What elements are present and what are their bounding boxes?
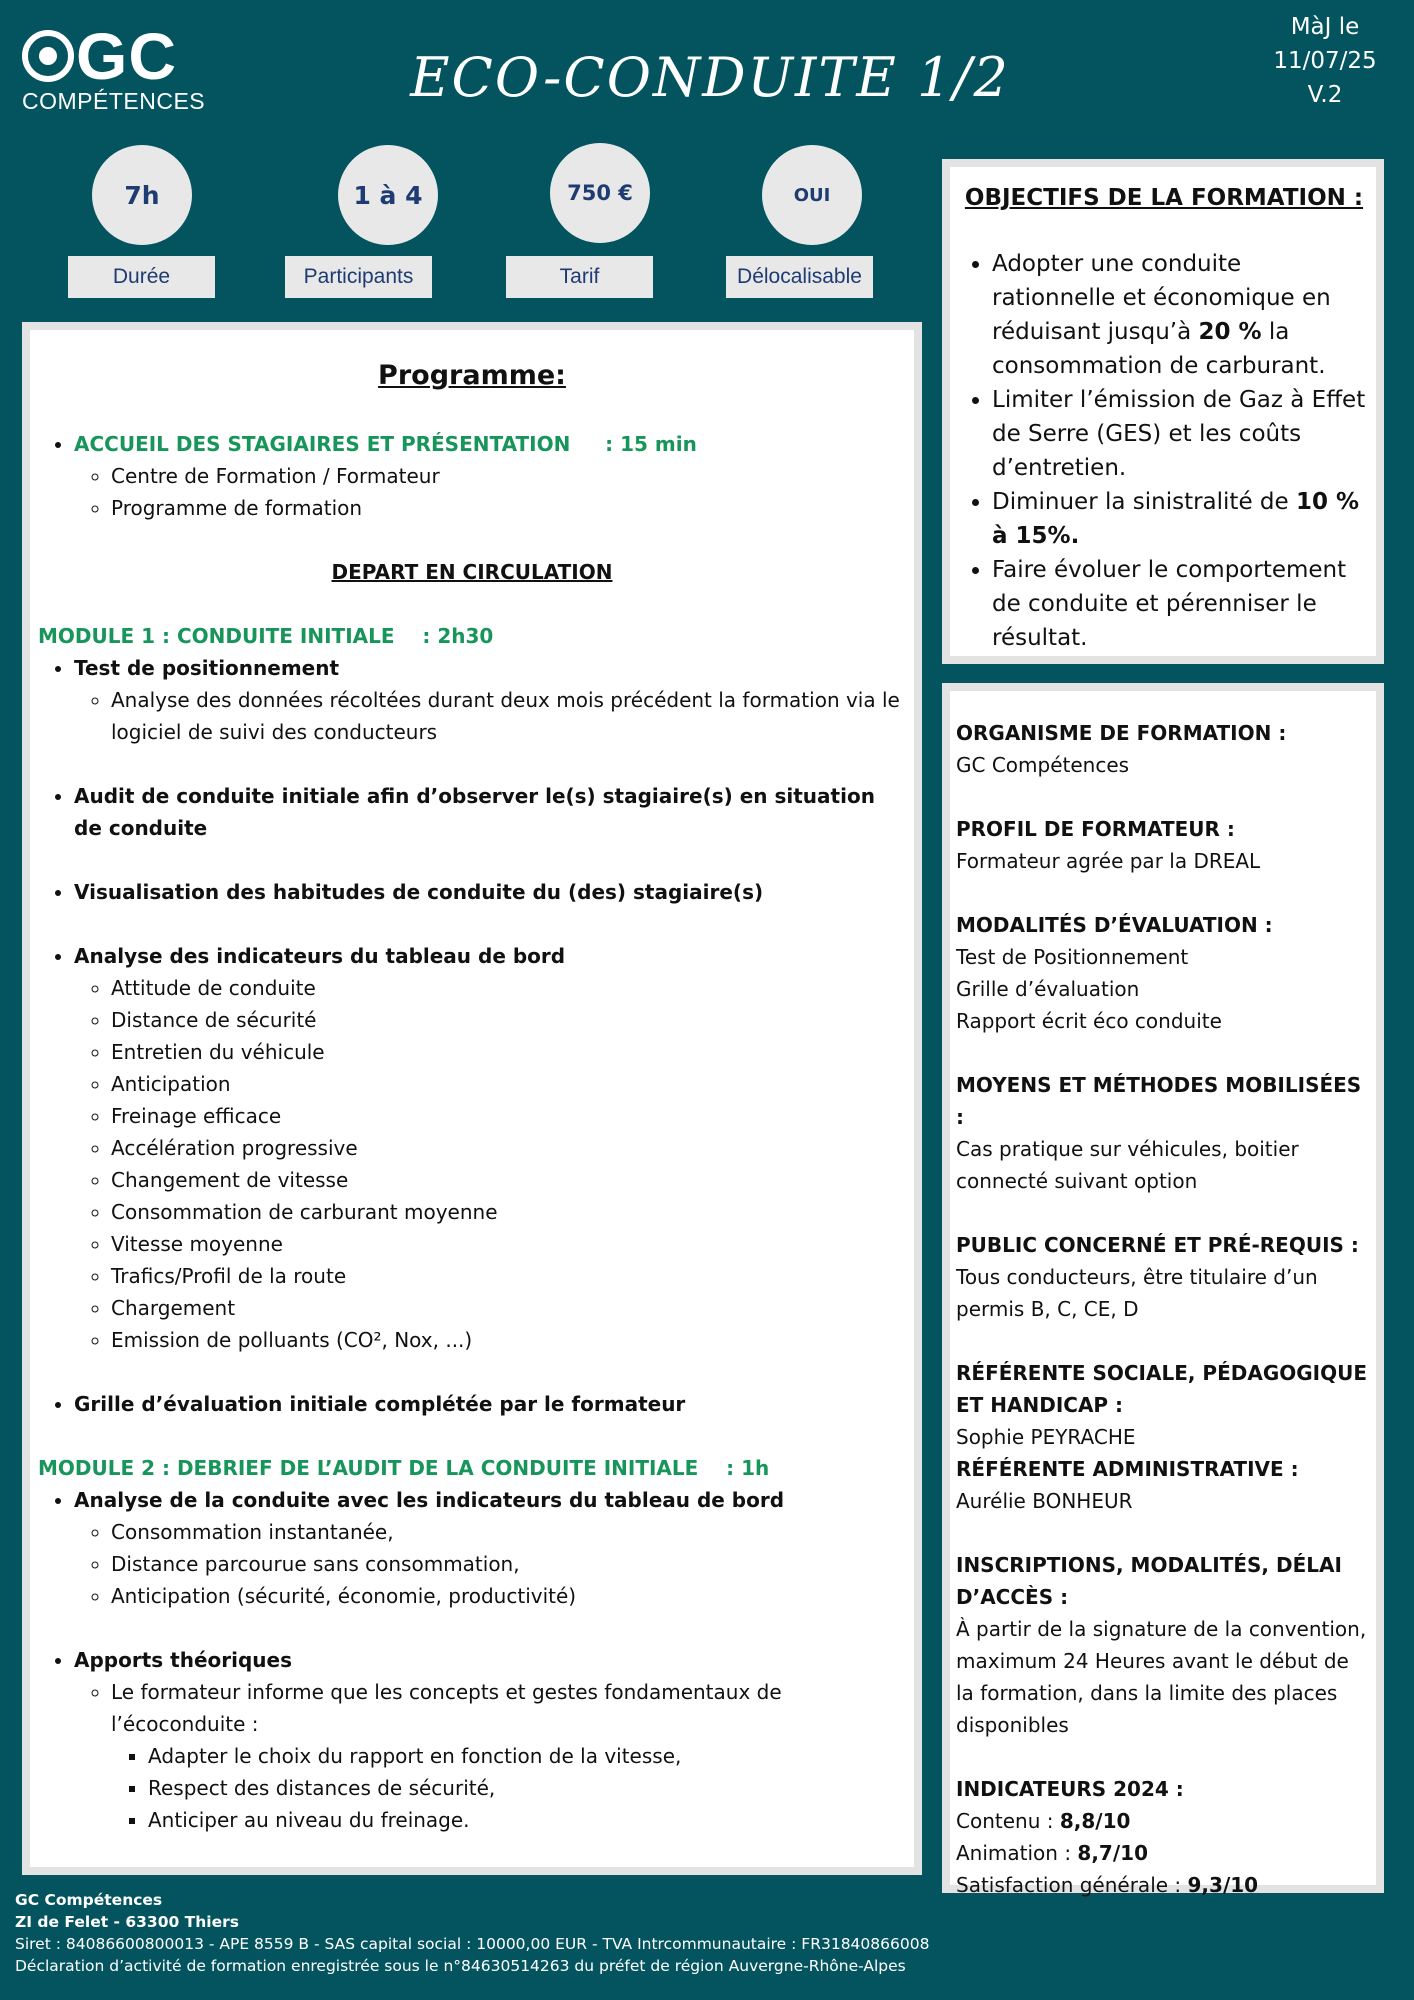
indicateur-label: Animation : <box>956 1841 1078 1865</box>
objective-text: Diminuer la sinistralité de <box>992 489 1296 515</box>
objectives-title: OBJECTIFS DE LA FORMATION : <box>964 185 1364 211</box>
ref-admin-heading: RÉFÉRENTE ADMINISTRATIVE : <box>956 1457 1299 1481</box>
module1-audit: • Audit de conduite initiale afin d’observer le(s) stagiaire(s) en situation de conduite <box>74 780 906 844</box>
stat-mobile-value: OUI <box>762 145 862 245</box>
public-block <box>956 1229 1368 1325</box>
modalite-item: Test de Positionnement <box>956 945 1189 969</box>
stat-participants-label: Participants <box>285 256 432 298</box>
ref-sociale-value: Sophie PEYRACHE <box>956 1425 1136 1449</box>
accueil-section <box>38 428 906 524</box>
indicateurs-heading: INDICATEURS 2024 : <box>956 1777 1184 1801</box>
update-label: MàJ le <box>1290 14 1360 40</box>
footer-address: ZI de Felet - 63300 Thiers <box>15 1913 239 1931</box>
profil-value: Formateur agrée par la DREAL <box>956 849 1261 873</box>
logo-text: GC <box>76 19 177 93</box>
module1-analyse <box>74 940 906 1356</box>
update-info <box>1260 10 1390 112</box>
list-item: ◦ Trafics/Profil de la route <box>111 1260 906 1292</box>
objective-highlight: 10 % à 15%. <box>992 489 1360 549</box>
organisme-value: GC Compétences <box>956 753 1130 777</box>
inscriptions-block <box>956 1549 1368 1741</box>
profil-heading: PROFIL DE FORMATEUR : <box>956 817 1235 841</box>
module1-test <box>74 652 906 748</box>
list-item: ◦ Consommation instantanée, <box>111 1516 906 1548</box>
module1-grille: • Grille d’évaluation initiale complétée par le formateur <box>74 1388 906 1420</box>
indicateur-row <box>956 1869 1368 1901</box>
footer-declaration: Déclaration d’activité de formation enregistrée sous le n°84630514263 du préfet de région Auvergne-Rhône-Alpes <box>15 1957 906 1975</box>
indicateur-row <box>956 1805 1368 1837</box>
indicateur-value: 9,3/10 <box>1187 1873 1259 1897</box>
list-item: ▪ Adapter le choix du rapport en fonction de la vitesse, <box>148 1740 906 1772</box>
analyse-label: Analyse des indicateurs du tableau de bord <box>74 944 566 968</box>
apports-label: Apports théoriques <box>74 1648 292 1672</box>
inscriptions-value: À partir de la signature de la convention, maximum 24 Heures avant le début de la formation, dans la limite des places disponibles <box>956 1617 1367 1737</box>
module2-title: MODULE 2 : DEBRIEF DE L’AUDIT DE LA CONDUITE INITIALE <box>38 1456 699 1480</box>
footer-legal: Siret : 84086600800013 - APE 8559 B - SAS capital social : 10000,00 EUR - TVA Intrcommunautaire : FR31840866008 <box>15 1935 930 1953</box>
list-item: ◦ Distance de sécurité <box>111 1004 906 1036</box>
list-item: ◦ Accélération progressive <box>111 1132 906 1164</box>
modalite-item: Grille d’évaluation <box>956 977 1140 1001</box>
footer <box>15 1889 929 1977</box>
module2-analyse <box>74 1484 906 1612</box>
list-item: ◦ Anticipation (sécurité, économie, productivité) <box>111 1580 906 1612</box>
accueil-heading: ACCUEIL DES STAGIAIRES ET PRÉSENTATION <box>74 432 571 456</box>
test-label: Test de positionnement <box>74 656 340 680</box>
objective-item <box>992 485 1366 553</box>
programme-title: Programme: <box>378 360 566 391</box>
apports-detail <box>111 1676 906 1836</box>
version: V.2 <box>1307 82 1343 108</box>
moyens-block <box>956 1069 1368 1197</box>
info-panel <box>942 683 1384 1897</box>
objective-text: la consommation de carburant. <box>992 319 1326 379</box>
list-item: ▪ Respect des distances de sécurité, <box>148 1772 906 1804</box>
objective-item: • Faire évoluer le comportement de conduite et pérenniser le résultat. <box>992 553 1366 655</box>
stat-mobile-label: Délocalisable <box>726 256 873 298</box>
apports-detail-text: Le formateur informe que les concepts et gestes fondamentaux de l’écoconduite : <box>111 1680 782 1736</box>
objectives-panel <box>942 159 1384 664</box>
list-item: ◦ Vitesse moyenne <box>111 1228 906 1260</box>
list-item: ◦ Freinage efficace <box>111 1100 906 1132</box>
list-item: ◦ Emission de polluants (CO², Nox, ...) <box>111 1324 906 1356</box>
module2-heading <box>38 1452 906 1484</box>
page-title: ECO-CONDUITE 1/2 <box>410 46 1010 109</box>
accueil-duration: : 15 min <box>605 432 697 456</box>
module1-heading <box>38 620 906 652</box>
list-item: ◦ Centre de Formation / Formateur <box>111 460 906 492</box>
objective-item: • Limiter l’émission de Gaz à Effet de Serre (GES) et les coûts d’entretien. <box>992 383 1366 485</box>
modalites-heading: MODALITÉS D’ÉVALUATION : <box>956 913 1273 937</box>
organisme-block <box>956 717 1368 781</box>
indicateur-label: Contenu : <box>956 1809 1060 1833</box>
modalites-block <box>956 909 1368 1037</box>
moyens-value: Cas pratique sur véhicules, boitier connecté suivant option <box>956 1137 1299 1193</box>
indicateurs-block <box>956 1773 1368 1901</box>
list-item: ▪ Anticiper au niveau du freinage. <box>148 1804 906 1836</box>
list-item: ◦ Changement de vitesse <box>111 1164 906 1196</box>
module1-title: MODULE 1 : CONDUITE INITIALE <box>38 624 395 648</box>
profil-block <box>956 813 1368 877</box>
list-item: ◦ Programme de formation <box>111 492 906 524</box>
public-heading: PUBLIC CONCERNÉ ET PRÉ-REQUIS : <box>956 1233 1359 1257</box>
accueil-item <box>74 428 906 524</box>
indicateur-row <box>956 1837 1368 1869</box>
indicateur-value: 8,8/10 <box>1059 1809 1131 1833</box>
logo <box>22 19 207 122</box>
list-item: ◦ Anticipation <box>111 1068 906 1100</box>
update-date: 11/07/25 <box>1273 48 1377 74</box>
list-item: ◦ Chargement <box>111 1292 906 1324</box>
list-item: ◦ Attitude de conduite <box>111 972 906 1004</box>
module1-visualisation: • Visualisation des habitudes de conduite du (des) stagiaire(s) <box>74 876 906 908</box>
list-item: ◦ Consommation de carburant moyenne <box>111 1196 906 1228</box>
list-item: ◦ Entretien du véhicule <box>111 1036 906 1068</box>
stat-duration-label: Durée <box>68 256 215 298</box>
logo-subtitle: COMPÉTENCES <box>22 88 206 114</box>
ref-sociale-heading: RÉFÉRENTE SOCIALE, PÉDAGOGIQUE ET HANDICAP : <box>956 1361 1368 1417</box>
objective-item <box>992 247 1366 383</box>
module1-list <box>38 652 906 748</box>
indicateur-label: Satisfaction générale : <box>956 1873 1188 1897</box>
objective-text: Adopter une conduite rationnelle et économique en réduisant jusqu’à <box>992 251 1331 345</box>
list-item: ◦ Distance parcourue sans consommation, <box>111 1548 906 1580</box>
stat-participants-value: 1 à 4 <box>338 145 438 245</box>
referentes-block <box>956 1357 1368 1517</box>
stat-price-value: 750 € <box>550 143 650 243</box>
objective-highlight: 20 % <box>1198 319 1262 345</box>
module1-duration: : 2h30 <box>422 624 494 648</box>
organisme-heading: ORGANISME DE FORMATION : <box>956 721 1287 745</box>
footer-company: GC Compétences <box>15 1891 163 1909</box>
stat-price-label: Tarif <box>506 256 653 298</box>
analyse2-label: Analyse de la conduite avec les indicateurs du tableau de bord <box>74 1488 785 1512</box>
indicateur-value: 8,7/10 <box>1077 1841 1148 1865</box>
ref-admin-value: Aurélie BONHEUR <box>956 1489 1133 1513</box>
stat-duration-value: 7h <box>92 145 192 245</box>
module2-apports <box>74 1644 906 1836</box>
modalite-item: Rapport écrit éco conduite <box>956 1009 1222 1033</box>
inscriptions-heading: INSCRIPTIONS, MODALITÉS, DÉLAI D’ACCÈS : <box>956 1553 1342 1609</box>
programme-panel <box>22 322 922 1875</box>
moyens-heading: MOYENS ET MÉTHODES MOBILISÉES : <box>956 1073 1362 1129</box>
list-item: ◦ Analyse des données récoltées durant deux mois précédent la formation via le logiciel de suivi des conducteurs <box>111 684 906 748</box>
logo-ring-icon <box>22 30 74 82</box>
module2-duration: : 1h <box>726 1456 770 1480</box>
depart-heading: DEPART EN CIRCULATION <box>331 560 613 584</box>
public-value: Tous conducteurs, être titulaire d’un permis B, C, CE, D <box>956 1265 1318 1321</box>
